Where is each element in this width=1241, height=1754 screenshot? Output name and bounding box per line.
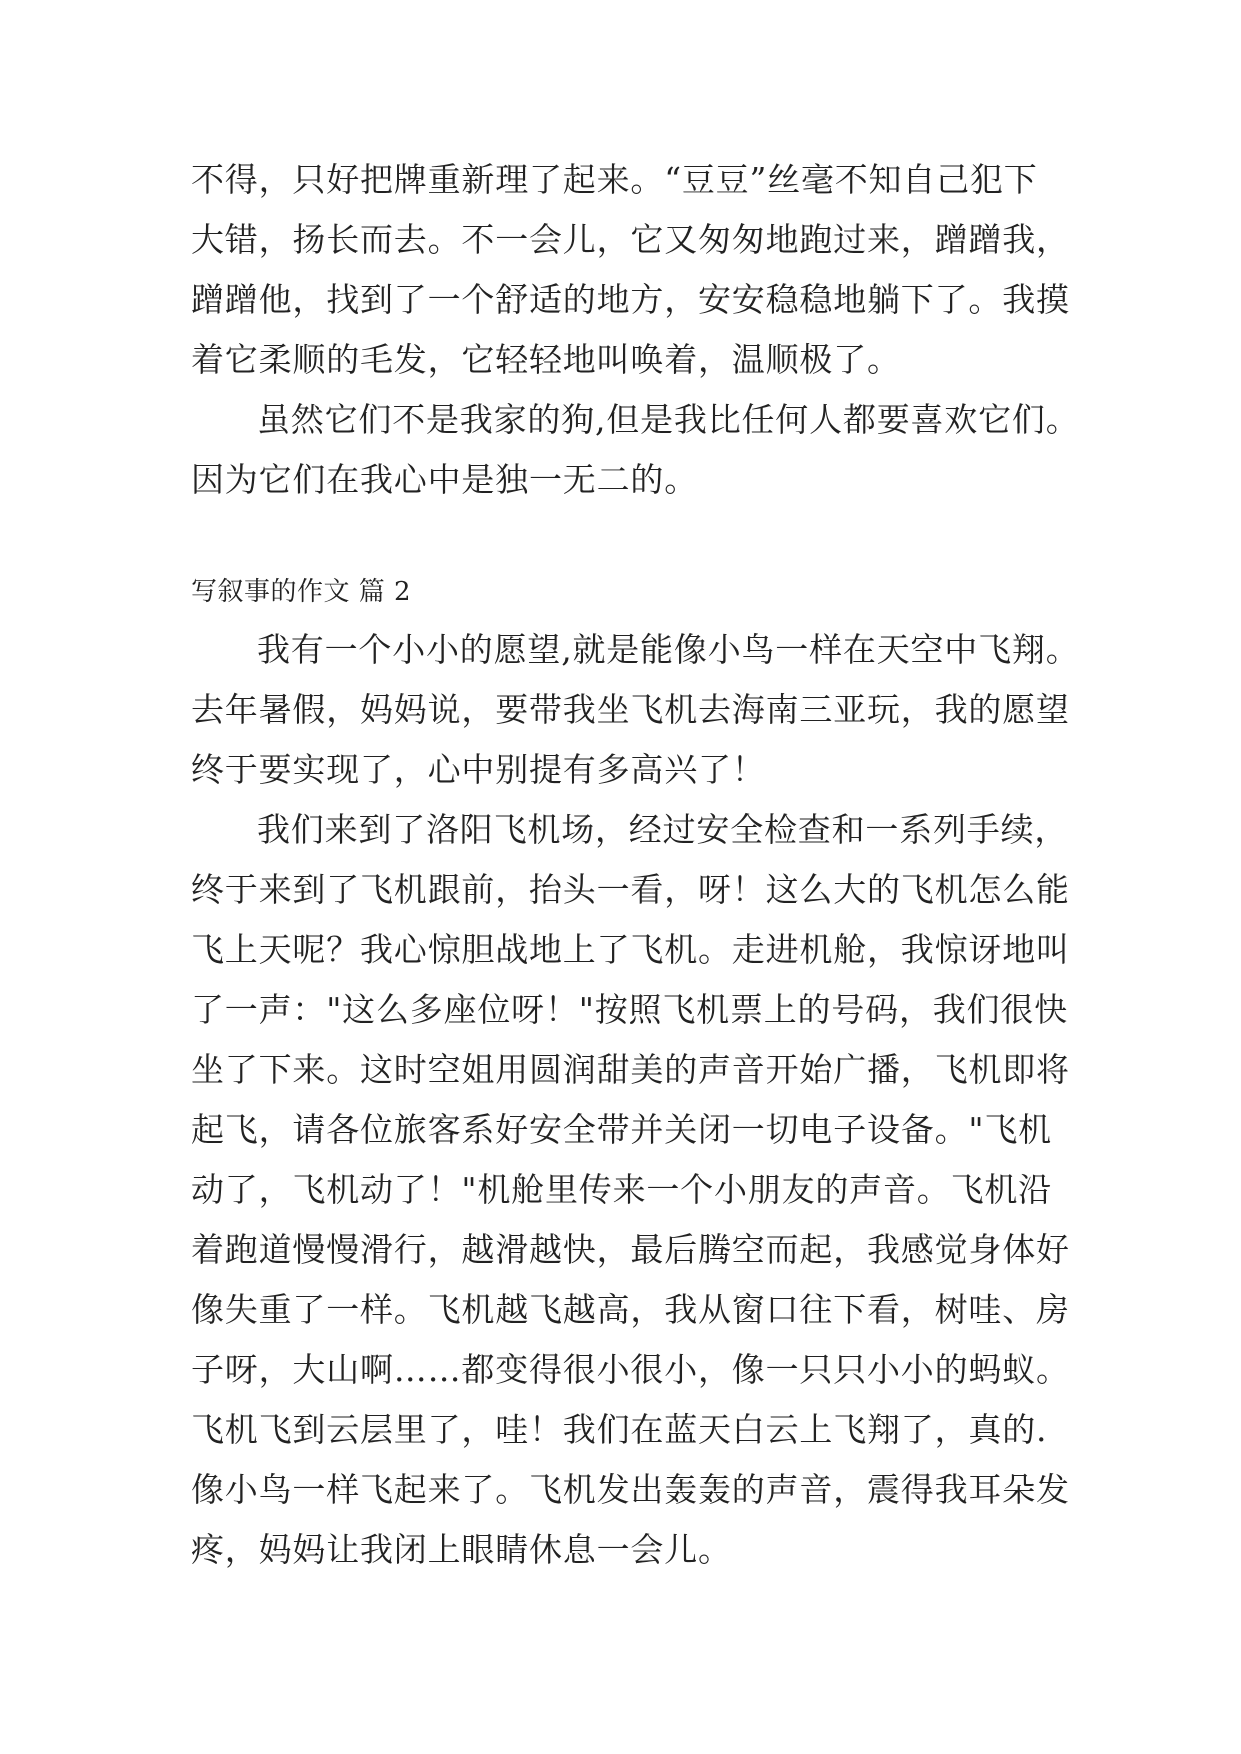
text-line: 终于要实现了，心中别提有多高兴了！	[191, 750, 766, 789]
text-line: 蹭蹭他，找到了一个舒适的地方，安安稳稳地躺下了。我摸	[191, 280, 1070, 319]
text-line: 疼，妈妈让我闭上眼睛休息一会儿。	[191, 1530, 732, 1569]
text-line: 像失重了一样。飞机越飞越高，我从窗口往下看，树哇、房	[191, 1290, 1070, 1329]
text-line: 因为它们在我心中是独一无二的。	[191, 460, 698, 499]
text-line: 终于来到了飞机跟前，抬头一看，呀！这么大的飞机怎么能	[191, 870, 1070, 909]
section-heading: 写叙事的作文 篇 2	[191, 577, 412, 607]
text-line: 着它柔顺的毛发，它轻轻地叫唤着，温顺极了。	[191, 340, 901, 379]
text-line: 动了，飞机动了！"机舱里传来一个小朋友的声音。飞机沿	[191, 1170, 1052, 1209]
text-line: 起飞，请各位旅客系好安全带并关闭一切电子设备。"飞机	[191, 1110, 1052, 1149]
text-line: 了一声："这么多座位呀！"按照飞机票上的号码，我们很快	[191, 990, 1068, 1029]
text-line: 像小鸟一样飞起来了。飞机发出轰轰的声音，震得我耳朵发	[191, 1470, 1070, 1509]
text-line: 大错，扬长而去。不一会儿，它又匆匆地跑过来，蹭蹭我，	[191, 220, 1070, 259]
text-line: 飞机飞到云层里了，哇！我们在蓝天白云上飞翔了，真的.	[191, 1410, 1048, 1449]
text-line: 飞上天呢？我心惊胆战地上了飞机。走进机舱，我惊讶地叫	[191, 930, 1070, 969]
text-line: 我们来到了洛阳飞机场，经过安全检查和一系列手续，	[257, 810, 1069, 849]
text-line: 我有一个小小的愿望,就是能像小鸟一样在天空中飞翔。	[257, 630, 1080, 669]
text-line: 着跑道慢慢滑行，越滑越快，最后腾空而起，我感觉身体好	[191, 1230, 1070, 1269]
text-line: 去年暑假，妈妈说，要带我坐飞机去海南三亚玩，我的愿望	[191, 690, 1070, 729]
text-line: 子呀，大山啊……都变得很小很小，像一只只小小的蚂蚁。	[191, 1350, 1070, 1389]
text-line: 虽然它们不是我家的狗,但是我比任何人都要喜欢它们。	[257, 400, 1080, 439]
text-line: 不得，只好把牌重新理了起来。“豆豆”丝毫不知自己犯下	[191, 160, 1038, 199]
text-line: 坐了下来。这时空姐用圆润甜美的声音开始广播，飞机即将	[191, 1050, 1070, 1089]
